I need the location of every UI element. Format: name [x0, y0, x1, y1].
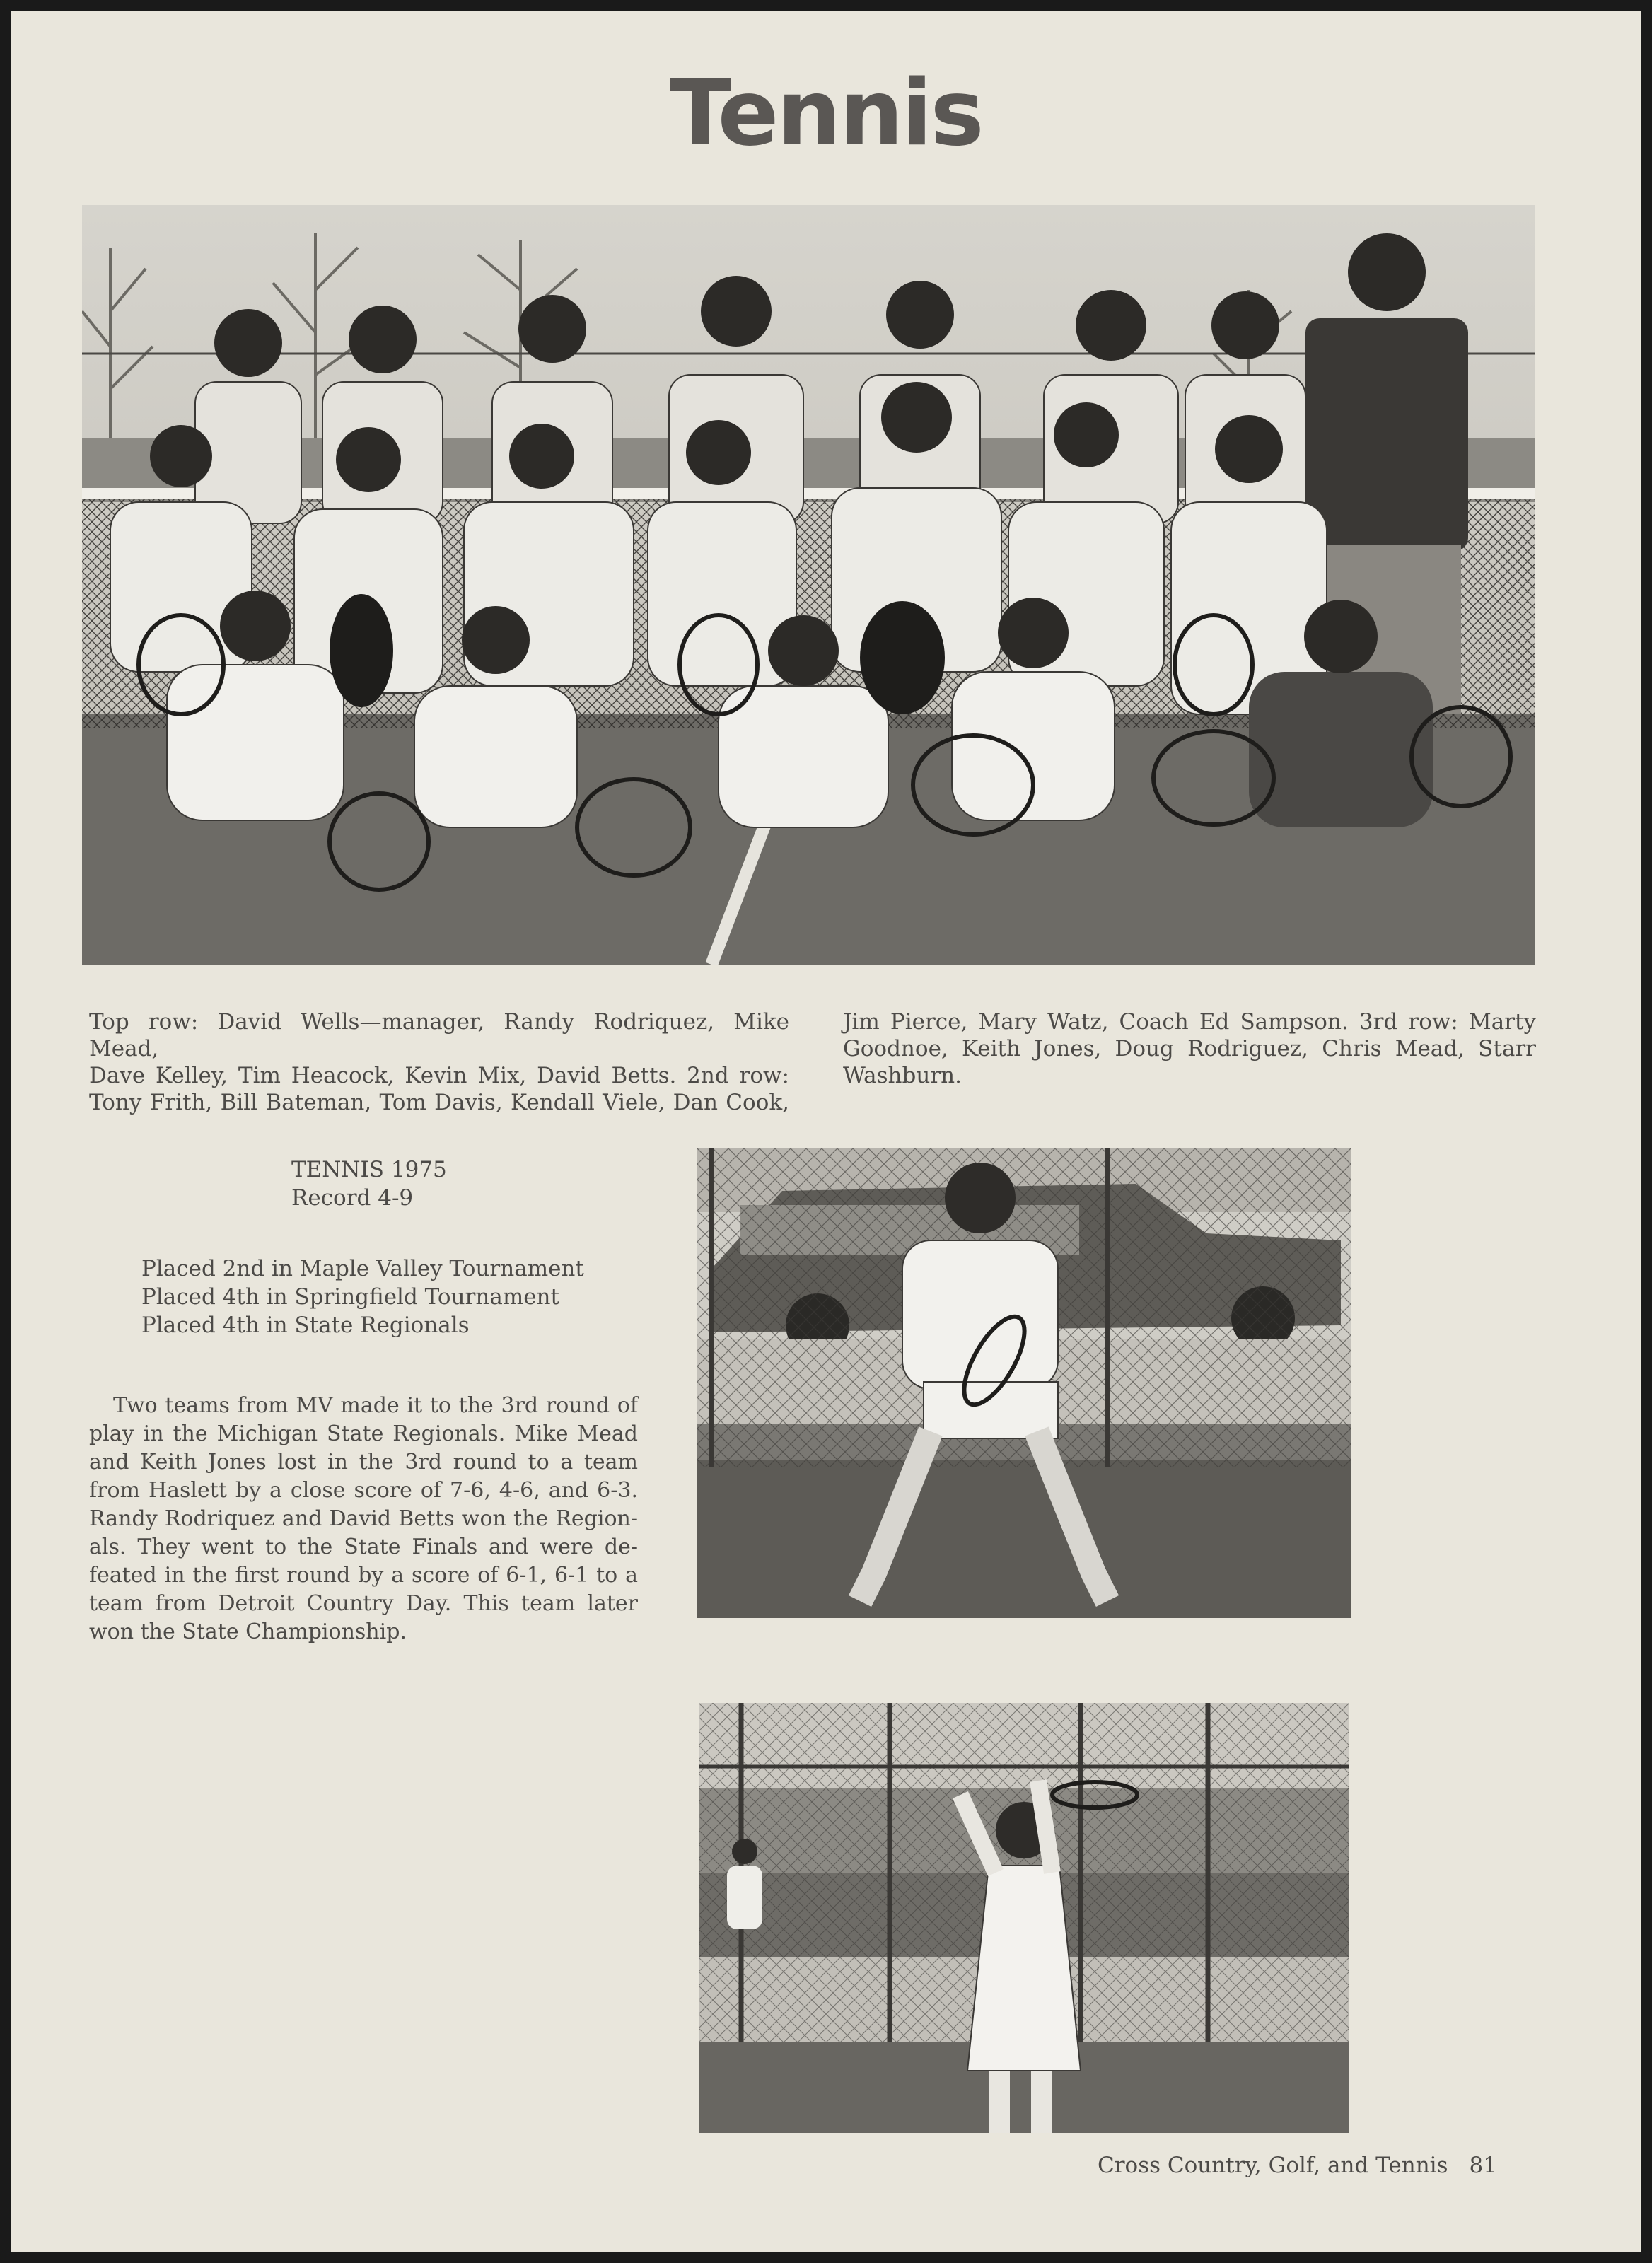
story-line: als. They went to the State Finals and were de-	[89, 1535, 638, 1559]
team-caption-left	[89, 1008, 789, 1116]
story-line: Two teams from MV made it to the 3rd round of	[113, 1393, 638, 1418]
story-line: play in the Michigan State Regionals. Mike Mead	[89, 1421, 638, 1446]
placement-item: Placed 4th in State Regionals	[141, 1313, 470, 1338]
footer-section: Cross Country, Golf, and Tennis	[1098, 2153, 1448, 2178]
player-ready-stance-photo	[697, 1148, 1351, 1618]
season-story	[89, 1392, 638, 1646]
placement-item: Placed 4th in Springfield Tournament	[141, 1284, 559, 1310]
story-line: and Keith Jones lost in the 3rd round to a team	[89, 1450, 638, 1474]
season-record	[291, 1156, 447, 1212]
caption-line: Dave Kelley, Tim Heacock, Kevin Mix, David Betts. 2nd row:	[89, 1063, 789, 1088]
story-line: team from Detroit Country Day. This team later	[89, 1591, 638, 1616]
placement-item: Placed 2nd in Maple Valley Tournament	[141, 1256, 584, 1281]
record-result: Record 4-9	[291, 1185, 414, 1211]
player-serving-photo	[699, 1703, 1349, 2133]
record-heading: TENNIS 1975	[291, 1157, 447, 1182]
team-caption-right	[843, 1008, 1536, 1089]
page-footer	[1098, 2153, 1497, 2178]
yearbook-page	[11, 11, 1641, 2252]
caption-line: Top row: David Wells—manager, Randy Rodriquez, Mike Mead,	[89, 1009, 789, 1061]
story-line: feated in the first round by a score of 6-1, 6-1 to a	[89, 1563, 638, 1588]
caption-line: Washburn.	[843, 1063, 962, 1088]
page-number: 81	[1469, 2153, 1497, 2178]
placements-list	[141, 1255, 584, 1339]
story-line: from Haslett by a close score of 7-6, 4-6, and 6-3.	[89, 1478, 638, 1503]
caption-line: Goodnoe, Keith Jones, Doug Rodriguez, Chris Mead, Starr	[843, 1036, 1536, 1061]
team-group-photo	[82, 205, 1535, 965]
caption-line: Tony Frith, Bill Bateman, Tom Davis, Kendall Viele, Dan Cook,	[89, 1090, 789, 1115]
page-title: Tennis	[670, 61, 982, 166]
story-line: won the State Championship.	[89, 1619, 407, 1644]
caption-line: Jim Pierce, Mary Watz, Coach Ed Sampson. 3rd row: Marty	[843, 1009, 1536, 1035]
story-line: Randy Rodriquez and David Betts won the Region-	[89, 1506, 638, 1531]
